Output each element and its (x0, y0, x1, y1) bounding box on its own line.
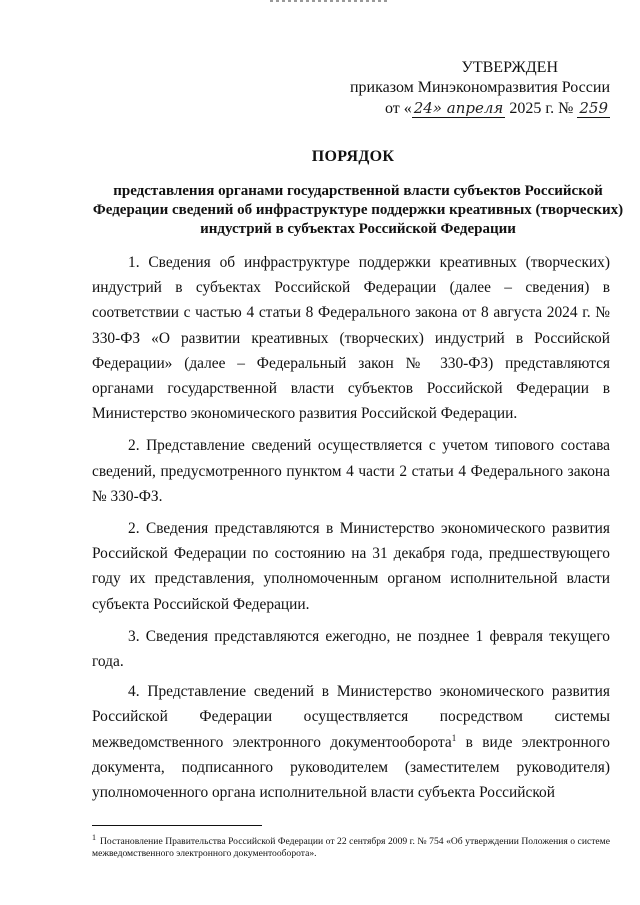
paragraph-5 (92, 679, 610, 805)
paragraph-1: 1. Сведения об инфраструктуре поддержки креативных (творческих) индустрий в субъектах Российской Федерации (далее – сведения) в соответствии с частью 4 статьи 8 Федерального закона от 8 августа 2024 г. № 330-ФЗ «О развитии креативных (творческих) индустрий в Российской Федерации» (далее – Федеральный закон № 330-ФЗ) представляются органами государственной власти субъектов Российской Федерации в Министерство экономического развития Российской Федерации. (92, 254, 610, 423)
date-prefix: от « (384, 100, 412, 117)
document-title: ПОРЯДОК (311, 148, 395, 165)
footnote-reference: 1 (451, 732, 457, 743)
paragraph-5-part-1: 4. Представление сведений в Министерство экономического развития Российской Федерации осуществляется посредством системы межведомственного электронного документооборота (92, 683, 610, 751)
date-suffix: 2025 г. № (505, 100, 578, 117)
paragraph-2: 2. Представление сведений осуществляется с учетом типового состава сведений, предусмотренного пунктом 4 части 2 статьи 4 Федерального закона № 330-ФЗ. (92, 437, 610, 505)
footnote-text: Постановление Правительства Российской Федерации от 22 сентября 2009 г. № 754 «Об утверждении Положения о системе межведомственного электронного документооборота». (92, 836, 610, 859)
scan-header-line (270, 0, 390, 2)
paragraph-5-part-2: в виде электронного документа, подписанного руководителем (заместителем руководителя) уполномоченного органа исполнительной власти субъекта Российской (92, 733, 611, 802)
approval-order-line: приказом Минэкономразвития России (349, 79, 610, 96)
handwritten-date: 24» апреля (413, 99, 504, 117)
footnote (92, 832, 610, 860)
footnote-marker: 1 (92, 832, 96, 842)
handwritten-order-number: 259 (579, 99, 608, 117)
document-subtitle: представления органами государственной власти субъектов Российской Федерации сведений об инфраструктуре поддержки креативных (творческих) индустрий в субъектах Российской Федерации (92, 183, 624, 237)
approval-stamp (350, 58, 610, 119)
approval-date-line (350, 98, 610, 119)
paragraph-4: 3. Сведения представляются ежегодно, не позднее 1 февраля текущего года. (92, 627, 610, 671)
paragraph-3: 2. Сведения представляются в Министерство экономического развития Российской Федерации по состоянию на 31 декабря года, предшествующего году их представления, уполномоченным органом исполнительной власти субъекта Российской Федерации. (92, 520, 610, 613)
document-body (92, 250, 610, 812)
footnote-divider (92, 825, 262, 826)
approval-title: УТВЕРЖДЕН (461, 59, 558, 76)
